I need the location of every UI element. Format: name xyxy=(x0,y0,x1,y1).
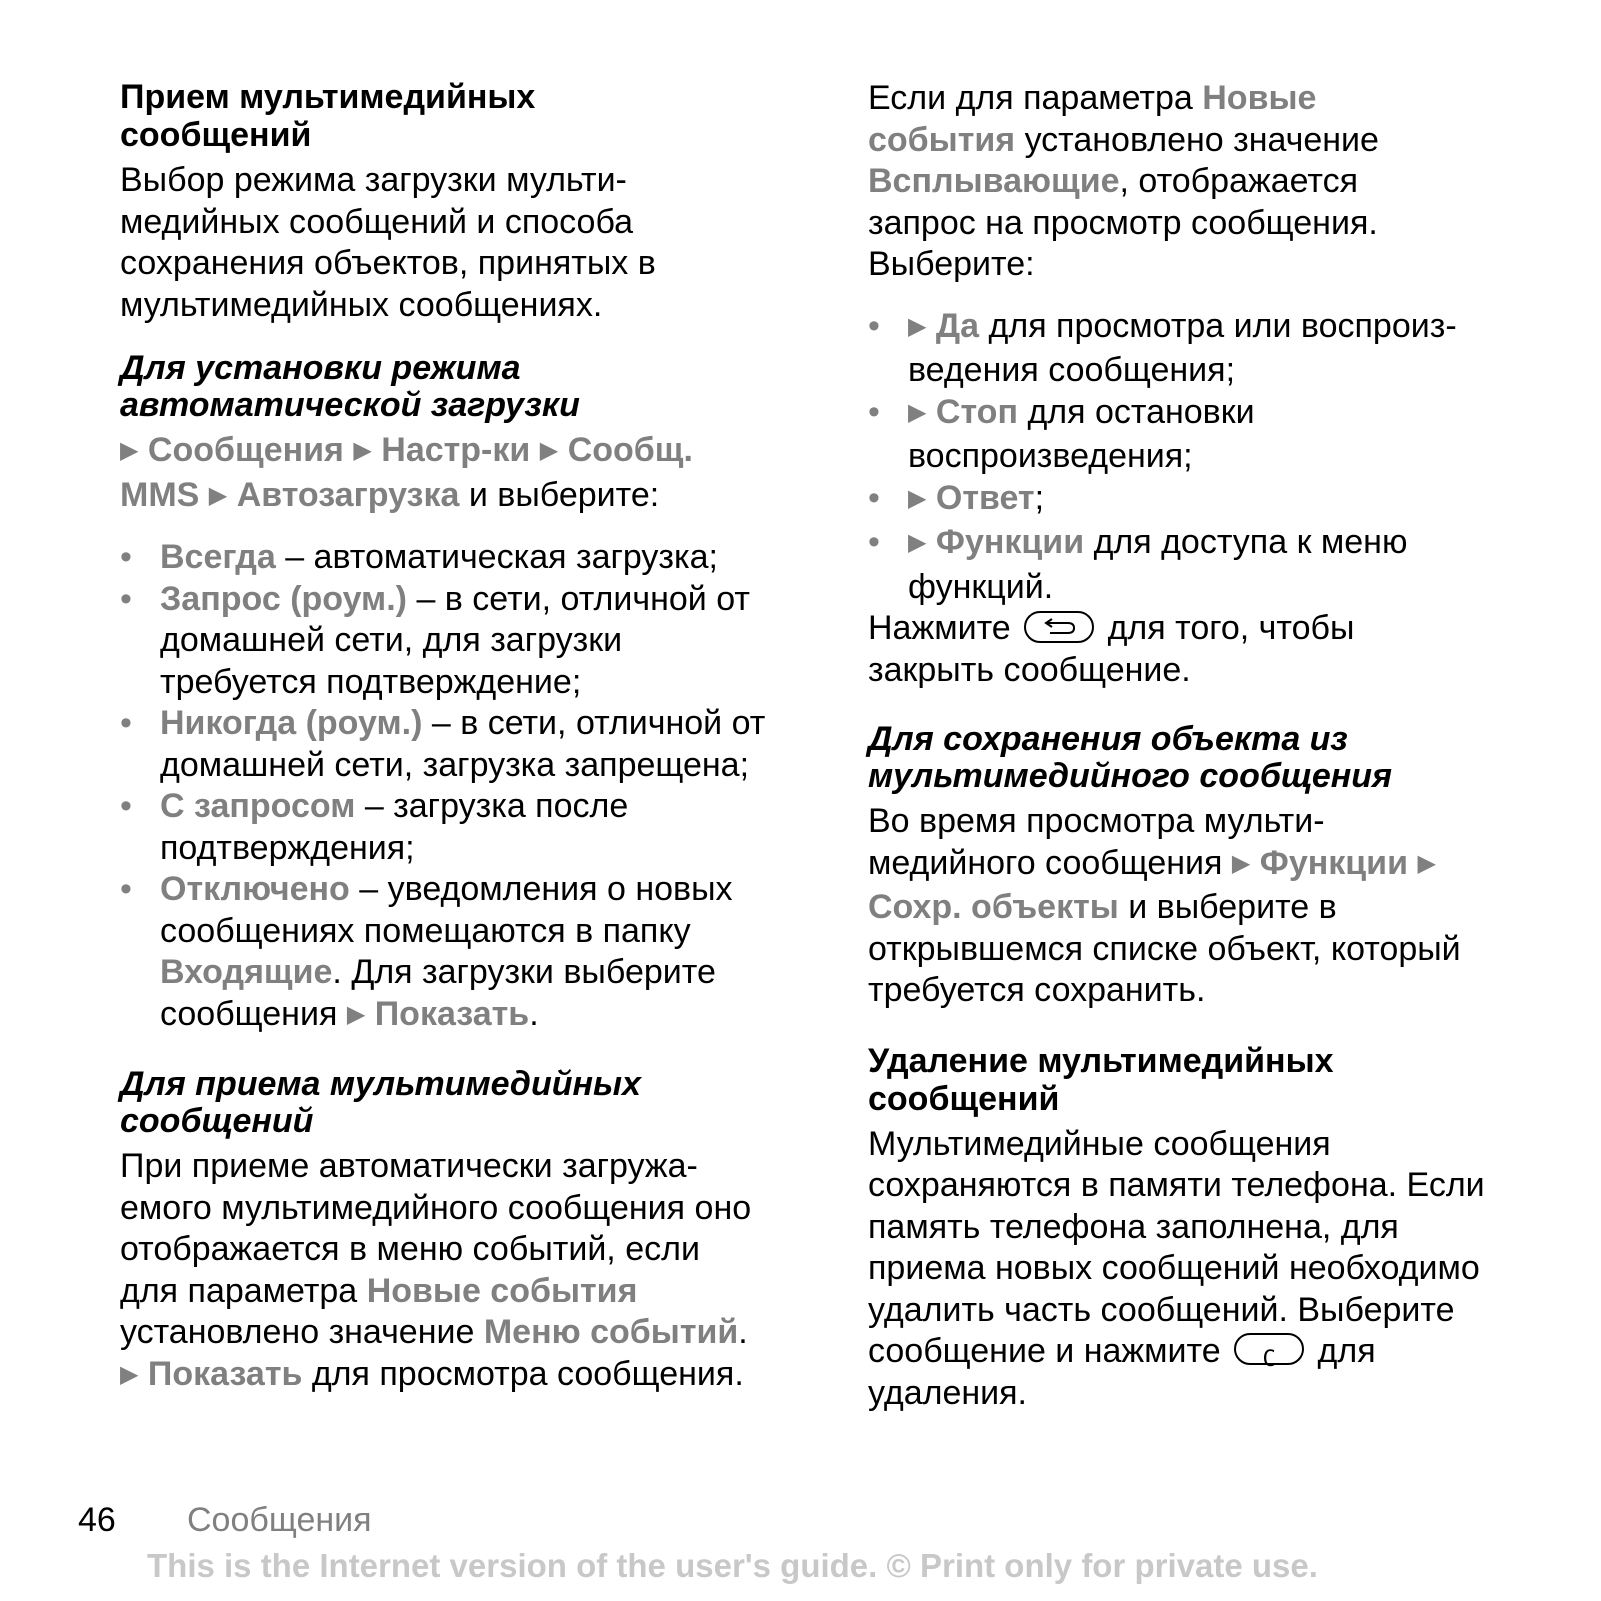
option-term: Стоп xyxy=(935,392,1018,431)
play-arrow-icon: ▶ xyxy=(908,529,927,556)
option-term: Запрос (роум.) xyxy=(160,579,407,618)
page-number: 46 xyxy=(78,1501,116,1539)
watermark: This is the Internet version of the user's guide. © Print only for private use. xyxy=(147,1547,1318,1584)
text: Во время просмотра мульти-медийного сообщения xyxy=(868,802,1325,882)
option-desc: – загрузка после подтверждения; xyxy=(160,787,629,867)
paragraph-delete-mms xyxy=(868,1124,1488,1415)
option-term: Всегда xyxy=(160,538,276,576)
play-arrow-icon: ▶ xyxy=(353,437,372,464)
text: для просмотра сообщения. xyxy=(311,1354,744,1393)
play-arrow-icon: ▶ xyxy=(346,1000,366,1028)
menu-item-autodownload: Автозагрузка xyxy=(236,475,460,514)
text: и выберите в открывшемся списке объект, который требуется сохранить. xyxy=(868,888,1461,1009)
bullet-icon: • xyxy=(868,478,880,517)
play-arrow-icon: ▶ xyxy=(208,481,228,509)
c-key-icon xyxy=(1234,1333,1304,1372)
text: установлено значение xyxy=(120,1313,475,1351)
heading-auto-download: Для установки режима автоматической загрузки xyxy=(120,349,580,424)
option-term: С запросом xyxy=(160,787,356,825)
section-name: Сообщения xyxy=(187,1501,372,1539)
paragraph-save-object xyxy=(868,801,1468,1012)
text: Нажмите xyxy=(868,609,1011,647)
bullet-icon: • xyxy=(120,704,132,742)
text: При приеме автоматически загружа-емого мультимедийного сообщения оно отображается в меню событий, если для параметра xyxy=(120,1147,752,1310)
popup-options xyxy=(868,306,1508,609)
play-arrow-icon: ▶ xyxy=(908,484,927,512)
play-arrow-icon: ▶ xyxy=(908,312,927,340)
list-item xyxy=(120,537,770,579)
option-desc: – автоматическая загрузка; xyxy=(285,538,718,576)
menu-item-popup: Всплывающие xyxy=(868,162,1120,200)
auto-download-path xyxy=(120,430,760,519)
bullet-icon: • xyxy=(120,870,132,908)
option-desc: – в сети, отличной от домашней сети, загрузка запрещена; xyxy=(160,704,766,784)
list-item xyxy=(120,786,770,869)
menu-item-show: Показать xyxy=(147,1354,303,1393)
menu-item-new-events: Новые события xyxy=(868,79,1317,159)
bullet-icon: • xyxy=(120,538,132,576)
menu-item-functions: Функции xyxy=(1259,843,1408,882)
c-key-label: C xyxy=(1262,1347,1276,1372)
bullet-icon: • xyxy=(868,306,880,345)
text: для удаления. xyxy=(868,1332,1376,1412)
play-arrow-icon: ▶ xyxy=(120,1360,139,1388)
menu-item-settings: Настр-ки xyxy=(381,431,531,469)
bullet-icon: • xyxy=(120,787,132,825)
paragraph-popup-events xyxy=(868,78,1468,286)
period: . xyxy=(529,994,539,1033)
option-desc: ; xyxy=(1034,478,1045,517)
folder-inbox: Входящие xyxy=(160,953,333,991)
play-arrow-icon: ▶ xyxy=(1417,849,1436,877)
auto-download-options xyxy=(120,537,770,1038)
play-arrow-icon: ▶ xyxy=(120,437,139,464)
text: . xyxy=(738,1313,748,1351)
option-desc: – в сети, отличной от домашней сети, для загрузки требуется подтверждение; xyxy=(160,579,750,701)
text: Если для параметра xyxy=(868,79,1193,117)
list-item xyxy=(868,392,1508,478)
list-item xyxy=(120,579,770,704)
play-arrow-icon: ▶ xyxy=(908,398,927,426)
left-column xyxy=(120,78,770,1398)
option-term: Отключено xyxy=(160,870,350,908)
heading-receive-messages: Для приема мультимедийных сообщений xyxy=(120,1065,641,1140)
menu-item-show: Показать xyxy=(374,994,530,1033)
text: для того, чтобы закрыть сообщение. xyxy=(868,609,1355,689)
list-item xyxy=(868,306,1508,392)
option-desc: для просмотра или воспроиз-ведения сообщения; xyxy=(908,306,1457,389)
menu-item-messages: Сообщения xyxy=(147,431,344,469)
option-term: Ответ xyxy=(935,478,1035,517)
bullet-icon: • xyxy=(868,523,880,561)
option-term: Никогда (роум.) xyxy=(160,704,423,742)
menu-item-event-menu: Меню событий xyxy=(483,1313,739,1351)
list-item xyxy=(120,869,770,1038)
play-arrow-icon: ▶ xyxy=(539,437,559,464)
bullet-icon: • xyxy=(120,579,132,618)
list-item xyxy=(868,522,1508,608)
heading-delete-mms: Удаление мультимедийных сообщений xyxy=(868,1041,1334,1118)
text: Мультимедийные сообщения сохраняются в памяти телефона. Если память телефона заполнена, для приема новых сообщений необходимо удалить часть сообщений. Выберите сообщение и нажмите xyxy=(868,1124,1485,1370)
paragraph-close-message xyxy=(868,608,1468,691)
list-item xyxy=(868,478,1508,523)
option-term: Функции xyxy=(935,523,1085,561)
option-term: Да xyxy=(935,306,980,345)
back-key-icon xyxy=(1024,611,1094,643)
option-desc-cont: . Для загрузки выберите сообщения xyxy=(160,953,716,1033)
option-desc: для остановки воспроизведения; xyxy=(908,392,1255,475)
heading-save-object: Для сохранения объекта из мультимедийного сообщения xyxy=(868,720,1393,795)
option-desc: – уведомления о новых сообщениях помещаются в папку xyxy=(160,870,733,950)
right-column xyxy=(868,78,1508,1414)
menu-item-save-objects: Сохр. объекты xyxy=(868,888,1119,926)
text: , отображается запрос на просмотр сообщения. Выберите: xyxy=(868,162,1378,283)
bullet-icon: • xyxy=(868,392,880,431)
heading-receive-mms: Прием мультимедийных сообщений xyxy=(120,78,536,154)
option-desc: для доступа к меню функций. xyxy=(908,523,1408,606)
paragraph-receive-mms: Выбор режима загрузки мульти-медийных сообщений и способа сохранения объектов, принятых в мультимедийных сообщениях. xyxy=(120,161,656,324)
text: установлено значение xyxy=(1024,120,1379,159)
list-item xyxy=(120,703,770,786)
play-arrow-icon: ▶ xyxy=(1231,849,1251,877)
path-suffix: и выберите: xyxy=(468,475,660,514)
paragraph-receive-messages xyxy=(120,1146,760,1398)
menu-item-new-events: Новые события xyxy=(366,1271,638,1310)
menu-item-mms: Сообщ. MMS xyxy=(120,431,693,514)
